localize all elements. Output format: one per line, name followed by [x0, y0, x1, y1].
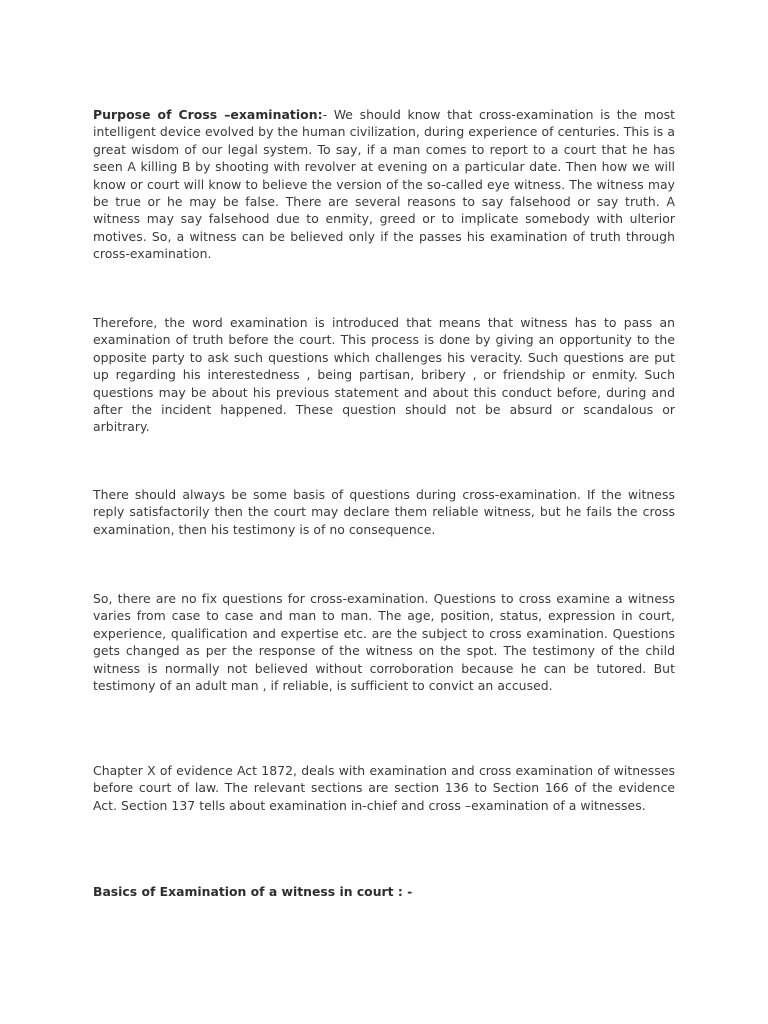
paragraph-chapter-x-evidence-act: Chapter X of evidence Act 1872, deals with examination and cross examination of witnesses before court of law. The relevant sections are section 136 to Section 166 of the evidence Act. Section 137 tells about examination in-chief and cross –examination of a witnesses.	[93, 763, 675, 813]
paragraph-basis-of-questions: There should always be some basis of questions during cross-examination. If the witness reply satisfactorily then the court may declare them reliable witness, but he fails the cross examination, then his testimony is of no consequence.	[93, 487, 675, 537]
section-heading-purpose: Purpose of Cross –examination:	[93, 107, 323, 122]
paragraph-no-fix-questions: So, there are no fix questions for cross-examination. Questions to cross examine a witness varies from case to case and man to man. The age, position, status, expression in court, experience, qualification and expertise etc. are the subject to cross examination. Questions gets changed as per the response of the witness on the spot. The testimony of the child witness is normally not believed without corroboration because he can be tutored. But testimony of an adult man , if reliable, is sufficient to convict an accused.	[93, 591, 675, 694]
paragraph-purpose-of-cross-examination	[93, 106, 675, 263]
paragraph-text: - We should know that cross-examination is the most intelligent device evolved by the human civilization, during experience of centuries. This is a great wisdom of our legal system. To say, if a man comes to report to a court that he has seen A killing B by shooting with revolver at evening on a particular date. Then how we will know or court will know to believe the version of the so-called eye witness. The witness may be true or he may be false. There are several reasons to say falsehood or say truth. A witness may say falsehood due to enmity, greed or to implicate somebody with ulterior motives. So, a witness can be believed only if the passes his examination of truth through cross-examination.	[93, 107, 675, 262]
paragraph-examination-of-truth: Therefore, the word examination is introduced that means that witness has to pass an examination of truth before the court. This process is done by giving an opportunity to the opposite party to ask such questions which challenges his veracity. Such questions are put up regarding his interestedness , being partisan, bribery , or friendship or enmity. Such questions may be about his previous statement and about this conduct before, during and after the incident happened. These question should not be absurd or scandalous or arbitrary.	[93, 315, 675, 435]
section-heading-basics-of-examination: Basics of Examination of a witness in court : -	[93, 884, 413, 899]
